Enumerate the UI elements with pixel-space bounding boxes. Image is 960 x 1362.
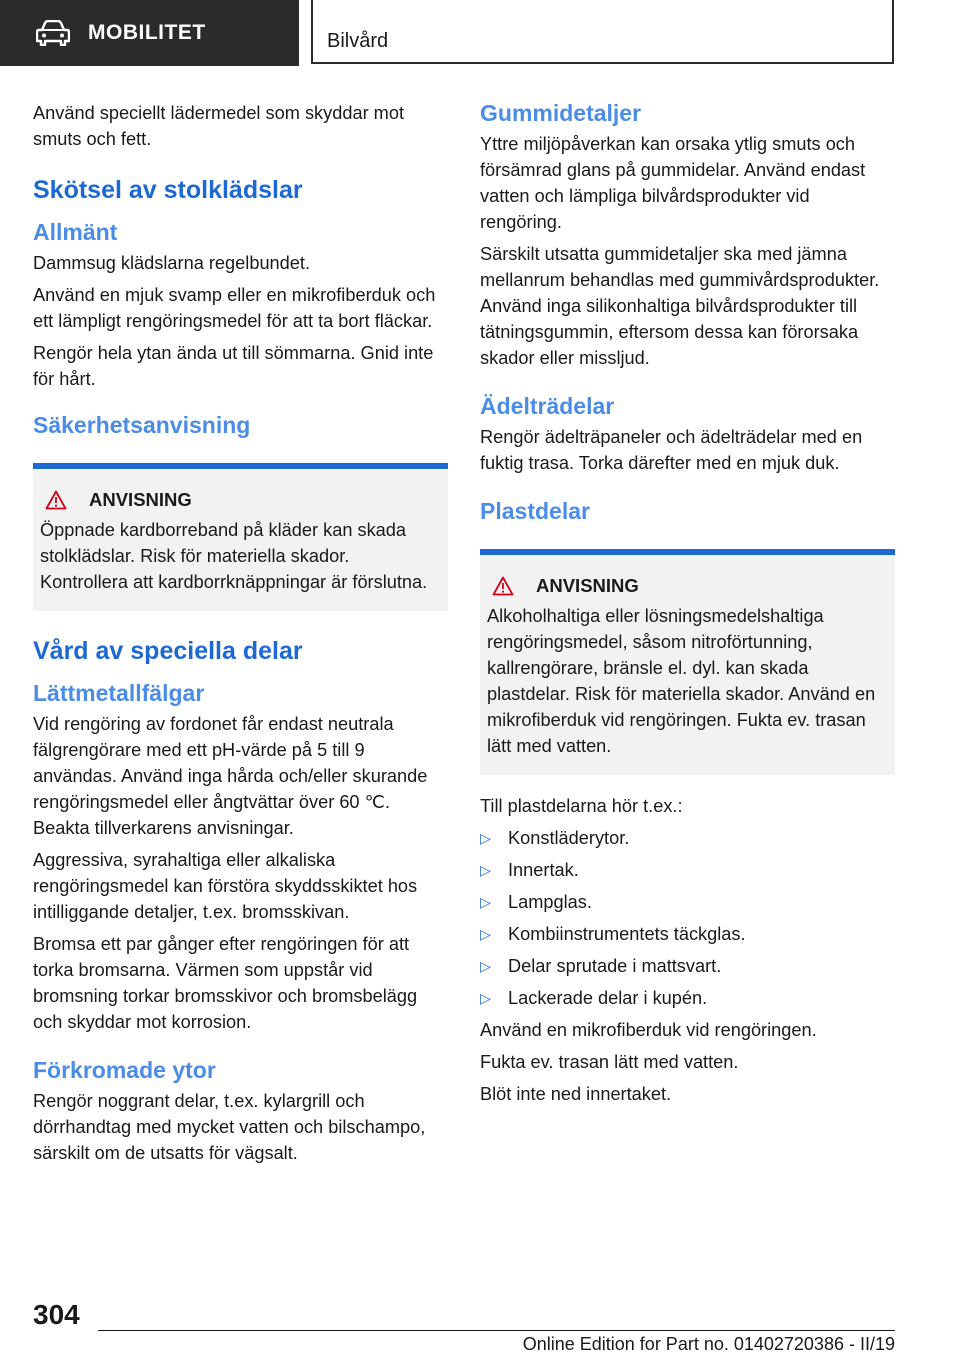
subsection-label: Bilvård [327,30,389,52]
paragraph: Rengör noggrant delar, t.ex. kylargrill och dörrhandtag med mycket vatten och bilschampo, särskilt om de utsatts för vägsalt. [33,1091,426,1163]
heading-rims: Lättmetallfälgar [33,680,205,706]
paragraph: Aggressiva, syrahaltiga eller alkaliska rengöringsmedel kan förstöra skyddsskiktet hos intilliggande detaljer, t.ex. bromsskivan. [33,850,418,922]
list-item: ▷ Lackerade delar i kupén. [480,985,895,1011]
list-item: ▷ Lampglas. [480,889,895,915]
warning-title-text: ANVISNING [89,489,192,510]
warning-box [33,463,448,611]
warning-text: Alkoholhaltiga eller lösningsmedelshaltiga rengöringsmedel, såsom nitroförtunning, kallrengörare, bränsle el. dyl. kan skada plastdelar. Risk för materiella skador. Använd en mikrofiberduk vid rengöringen. Fukta ev. trasan lätt med vatten. [487,606,876,756]
warning-triangle-icon [45,490,67,510]
paragraph: Fukta ev. trasan lätt med vatten. [480,1052,739,1072]
subsection-tab [311,0,894,64]
triangle-bullet-icon: ▷ [480,830,491,846]
warning-text: Öppnade kardborreband på kläder kan skada stolklädslar. Risk för materiella skador. Kontrollera att kardborrknäppningar är förslutna. [40,520,428,592]
plastic-parts-list [480,825,895,1011]
paragraph: Använd en mjuk svamp eller en mikrofiberduk och ett lämpligt rengöringsmedel för att ta bort fläckar. [33,285,436,331]
paragraph: Rengör hela ytan ända ut till sömmarna. Gnid inte för hårt. [33,343,434,389]
footer-divider [98,1330,895,1331]
paragraph: Rengör ädelträpaneler och ädelträdelar med en fuktig trasa. Torka därefter med en mjuk duk. [480,427,863,473]
warning-box [480,549,895,775]
triangle-bullet-icon: ▷ [480,990,491,1006]
warning-title [45,489,440,511]
warning-title [492,575,887,597]
page-header [0,0,960,66]
paragraph: Särskilt utsatta gummidetaljer ska med jämna mellanrum behandlas med gummivårdsprodukter. Använd inga silikonhaltiga bilvårdsprodukter till tätningsgummin, eftersom dessa kan förorsaka skador eller missljud. [480,244,880,368]
list-item: ▷ Konstläderytor. [480,825,895,851]
car-icon [36,20,70,46]
triangle-bullet-icon: ▷ [480,862,491,878]
intro-paragraph: Använd speciellt lädermedel som skyddar mot smuts och fett. [33,103,404,149]
page-number: 304 [33,1299,80,1330]
paragraph: Dammsug klädslarna regelbundet. [33,253,311,273]
paragraph: Blöt inte ned innertaket. [480,1084,672,1104]
heading-wood: Ädelträdelar [480,393,615,419]
triangle-bullet-icon: ▷ [480,958,491,974]
heading-general: Allmänt [33,219,118,245]
triangle-bullet-icon: ▷ [480,926,491,942]
edition-note: Online Edition for Part no. 01402720386 - II/19 [522,1334,895,1354]
right-column [480,100,895,1113]
paragraph: Vid rengöring av fordonet får endast neutrala fälgrengörare med ett pH-värde på 5 till 9 användas. Använd inga hårda och/eller skurande rengöringsmedel eller ångtvättar över 60 ℃. Beakta tillverkarens anvisningar. [33,714,428,838]
paragraph: Till plastdelarna hör t.ex.: [480,796,683,816]
triangle-bullet-icon: ▷ [480,894,491,910]
section-tab [0,0,299,66]
warning-title-text: ANVISNING [536,575,639,596]
left-column [33,100,448,1172]
heading-plastic: Plastdelar [480,498,590,524]
heading-safety: Säkerhetsanvisning [33,412,251,438]
heading-rubber: Gummidetaljer [480,100,642,126]
list-item: ▷ Kombiinstrumentets täckglas. [480,921,895,947]
paragraph: Använd en mikrofiberduk vid rengöringen. [480,1020,817,1040]
heading-special-parts: Vård av speciella delar [33,637,303,665]
list-item: ▷ Innertak. [480,857,895,883]
heading-seat-care: Skötsel av stolklädslar [33,176,303,204]
paragraph: Yttre miljöpåverkan kan orsaka ytlig smuts och försämrad glans på gummidelar. Använd endast vatten och lämpliga bilvårdsprodukter vid rengöring. [480,134,866,232]
list-item: ▷ Delar sprutade i mattsvart. [480,953,895,979]
heading-chrome: Förkromade ytor [33,1057,216,1083]
warning-triangle-icon [492,576,514,596]
section-label: MOBILITET [88,21,206,44]
paragraph: Bromsa ett par gånger efter rengöringen för att torka bromsarna. Värmen som uppstår vid bromsning torkar bromsskivor och bromsbelägg och skyddar mot korrosion. [33,934,418,1032]
